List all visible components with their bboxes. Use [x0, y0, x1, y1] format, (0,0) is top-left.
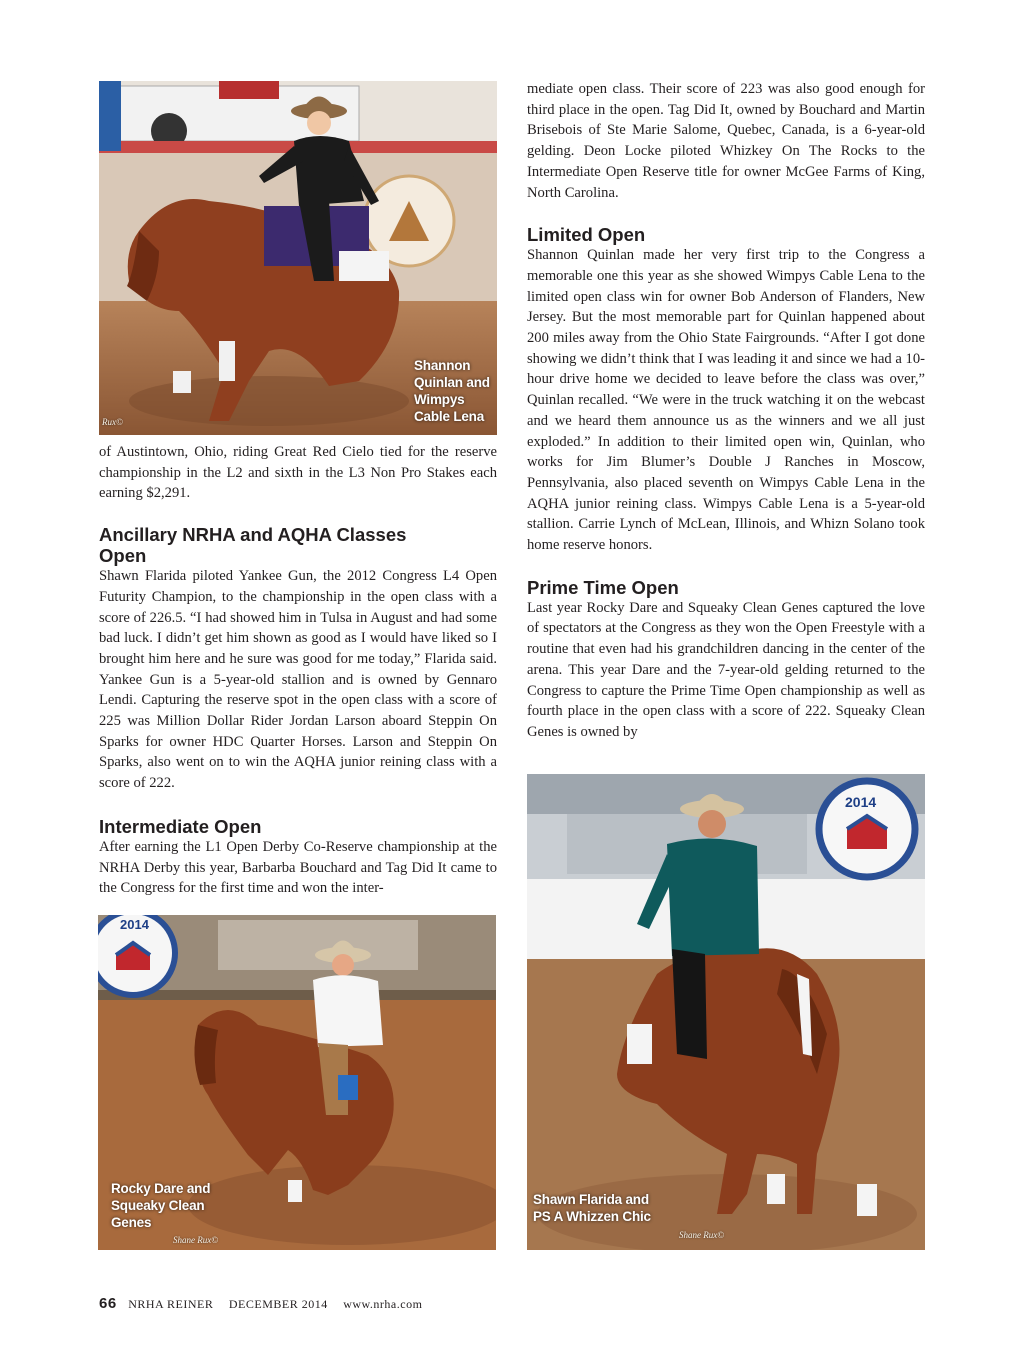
article-paragraph: Shannon Quinlan made her very first trip to the Congress a memorable one this year as she showed Wimpys Cable Lena to the limited open class win for owner Bob Anderson of Flanders, New Jersey. But the most memorable part for Quinlan happened about 200 miles away from the Ohio State Fairgrounds. “After I got done showing we didn’t think that I was leading it and since we had a 10-hour drive home we decided to leave before the class was over,” Quinlan recalled. “We were in the truck watching it on the webcast and we heard them announce us as the winners and we all just exploded.” In addition to their limited open win, Quinlan, who works for Jim Blumer’s Double J Ranches in Moscow, Pennsylvania, also placed seventh on Wimpys Cable Lena in the AQHA junior reining class. Wimpys Cable Lena is a 5-year-old stallion. Carrie Lynch of McLean, Illinois, and Whizn Solano took home reserve honors. — [527, 247, 925, 554]
article-paragraph: After earning the L1 Open Derby Co-Reserve championship at the NRHA Derby this year, Barbarba Bouchard and Tag Did It came to the Congress for the first time and won the inter- — [99, 838, 497, 897]
issue-date: DECEMBER 2014 — [228, 1297, 328, 1311]
page-number: 66 — [99, 1295, 117, 1312]
caption-line: Shawn Flarida and — [533, 1192, 649, 1207]
page-footer — [99, 1295, 434, 1312]
caption-line: Wimpys — [414, 392, 465, 407]
logo-year: 2014 — [845, 794, 877, 810]
article-paragraph: Last year Rocky Dare and Squeaky Clean Genes captured the love of spectators at the Congress as they won the Open Freestyle with a routine that even had his grandchildren dancing in the center of the arena. This year Dare and the 7-year-old gelding returned to the Congress to capture the Prime Time Open championship as well as fourth place in the open class with a score of 222. Squeaky Clean Genes is owned by — [527, 599, 925, 740]
magazine-name: NRHA REINER — [128, 1297, 214, 1311]
photo-credit: Rux© — [102, 417, 123, 427]
caption-line: PS A Whizzen Chic — [533, 1209, 651, 1224]
photo-credit: Shane Rux© — [173, 1235, 219, 1245]
section-heading: Limited Open — [527, 224, 646, 246]
caption-line: Rocky Dare and — [111, 1181, 211, 1196]
right-column — [527, 79, 925, 743]
article-paragraph: Shawn Flarida piloted Yankee Gun, the 2012 Congress L4 Open Futurity Champion, to the championship in the open class with a score of 226.5. “I had showed him in Tulsa in August and had some bad luck. I didn’t get him shown as good as I would have liked so I brought him here and he sure was good for me today,” Flarida said. Yankee Gun is a 5-year-old stallion and is owned by Gennaro Lendi. Capturing the reserve spot in the open class with a score of 225 was Million Dollar Rider Jordan Larson aboard Steppin On Sparks for owner HDC Quarter Horses. Larson and Steppin On Sparks, also went on to win the AQHA junior reining class with a score of 222. — [99, 568, 497, 792]
photo-caption — [414, 357, 490, 425]
left-column — [99, 442, 497, 899]
article-paragraph: mediate open class. Their score of 223 was also good enough for third place in the open. Tag Did It, owned by Bouchard and Martin Brisebois of Ste Marie Salome, Quebec, Canada, is a 6-year-old gelding. Deon Locke piloted Whizkey On The Rocks to the Intermediate Open Reserve title for owner McGee Farms of King, North Carolina. — [527, 81, 925, 201]
photo-caption — [111, 1180, 210, 1231]
caption-line: Shannon — [414, 358, 471, 373]
photo-flarida-image — [527, 774, 925, 1250]
website-link[interactable]: www.nrha.com — [343, 1297, 423, 1311]
section-heading: Intermediate Open — [99, 815, 262, 837]
article-paragraph: of Austintown, Ohio, riding Great Red Cielo tied for the reserve championship in the L2 and sixth in the L3 Non Pro Stakes each earning $2,291. — [99, 444, 497, 502]
photo-caption — [533, 1191, 651, 1225]
caption-line: Cable Lena — [414, 409, 485, 424]
caption-line: Squeaky Clean — [111, 1198, 205, 1213]
section-heading: Open — [99, 545, 147, 567]
photo-flarida-whizzen — [527, 774, 925, 1250]
caption-line: Genes — [111, 1215, 152, 1230]
photo-credit: Shane Rux© — [679, 1230, 725, 1240]
section-heading: Ancillary NRHA and AQHA Classes — [99, 524, 407, 546]
logo-year: 2014 — [120, 917, 149, 932]
section-heading: Prime Time Open — [527, 576, 679, 598]
caption-line: Quinlan and — [414, 375, 490, 390]
